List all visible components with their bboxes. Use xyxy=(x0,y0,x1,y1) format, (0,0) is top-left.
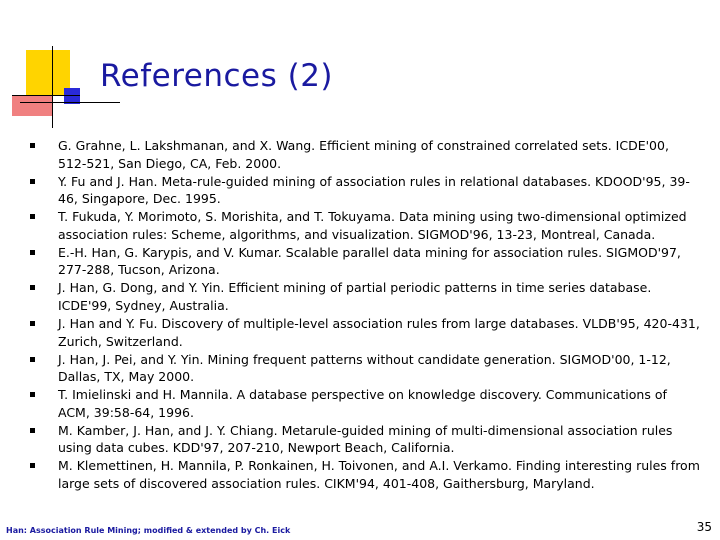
logo-vertical-line xyxy=(52,46,53,128)
reference-item xyxy=(30,315,700,351)
slide-title: References (2) xyxy=(100,58,334,94)
reference-list xyxy=(30,137,700,493)
bullet-icon xyxy=(30,428,35,433)
bullet-icon xyxy=(30,321,35,326)
bullet-icon xyxy=(30,179,35,184)
reference-text: M. Kamber, J. Han, and J. Y. Chiang. Metarule-guided mining of multi-dimensional association rules using data cubes. KDD'97, 207-210, Newport Beach, California. xyxy=(58,422,673,456)
bullet-icon xyxy=(30,143,35,148)
reference-item xyxy=(30,386,700,422)
reference-text: J. Han, G. Dong, and Y. Yin. Efficient mining of partial periodic patterns in time series database. ICDE'99, Sydney, Australia. xyxy=(58,280,652,313)
bullet-icon xyxy=(30,285,35,290)
bullet-icon xyxy=(30,250,35,255)
reference-text: G. Grahne, L. Lakshmanan, and X. Wang. Efficient mining of constrained correlated sets. ICDE'00, 512-521, San Diego, CA, Feb. 2000. xyxy=(58,138,669,171)
logo-red-block xyxy=(12,96,52,116)
reference-item xyxy=(30,279,700,315)
bullet-icon xyxy=(30,357,35,362)
reference-item xyxy=(30,351,700,387)
slide-footer: Han: Association Rule Mining; modified & extended by Ch. Eick xyxy=(6,526,291,535)
reference-item xyxy=(30,244,700,280)
page-number: 35 xyxy=(696,520,712,534)
logo-horizontal-line xyxy=(12,95,80,96)
reference-item xyxy=(30,208,700,244)
reference-item xyxy=(30,137,700,173)
reference-item xyxy=(30,422,700,458)
reference-item xyxy=(30,173,700,209)
bullet-icon xyxy=(30,392,35,397)
bullet-icon xyxy=(30,463,35,468)
reference-text: M. Klemettinen, H. Mannila, P. Ronkainen, H. Toivonen, and A.I. Verkamo. Finding interesting rules from large sets of discovered association rules. CIKM'94, 401-408, Gaithersburg, Maryland. xyxy=(58,458,700,491)
reference-text: T. Imielinski and H. Mannila. A database perspective on knowledge discovery. Communications of ACM, 39:58-64, 1996. xyxy=(58,387,667,420)
reference-text: T. Fukuda, Y. Morimoto, S. Morishita, and T. Tokuyama. Data mining using two-dimensional optimized association rules: Scheme, algorithms, and visualization. SIGMOD'96, 13-23, Montreal, Canada. xyxy=(58,209,687,242)
logo-horizontal-line xyxy=(20,102,120,103)
reference-text: J. Han, J. Pei, and Y. Yin. Mining frequent patterns without candidate generation. SIGMOD'00, 1-12, Dallas, TX, May 2000. xyxy=(58,351,671,385)
bullet-icon xyxy=(30,214,35,219)
reference-item xyxy=(30,457,700,493)
reference-text: J. Han and Y. Fu. Discovery of multiple-level association rules from large databases. VLDB'95, 420-431, Zurich, Switzerland. xyxy=(58,315,700,349)
reference-text: E.-H. Han, G. Karypis, and V. Kumar. Scalable parallel data mining for association rules. SIGMOD'97, 277-288, Tucson, Arizona. xyxy=(58,244,681,278)
reference-text: Y. Fu and J. Han. Meta-rule-guided mining of association rules in relational databases. KDOOD'95, 39-46, Singapore, Dec. 1995. xyxy=(58,173,690,207)
